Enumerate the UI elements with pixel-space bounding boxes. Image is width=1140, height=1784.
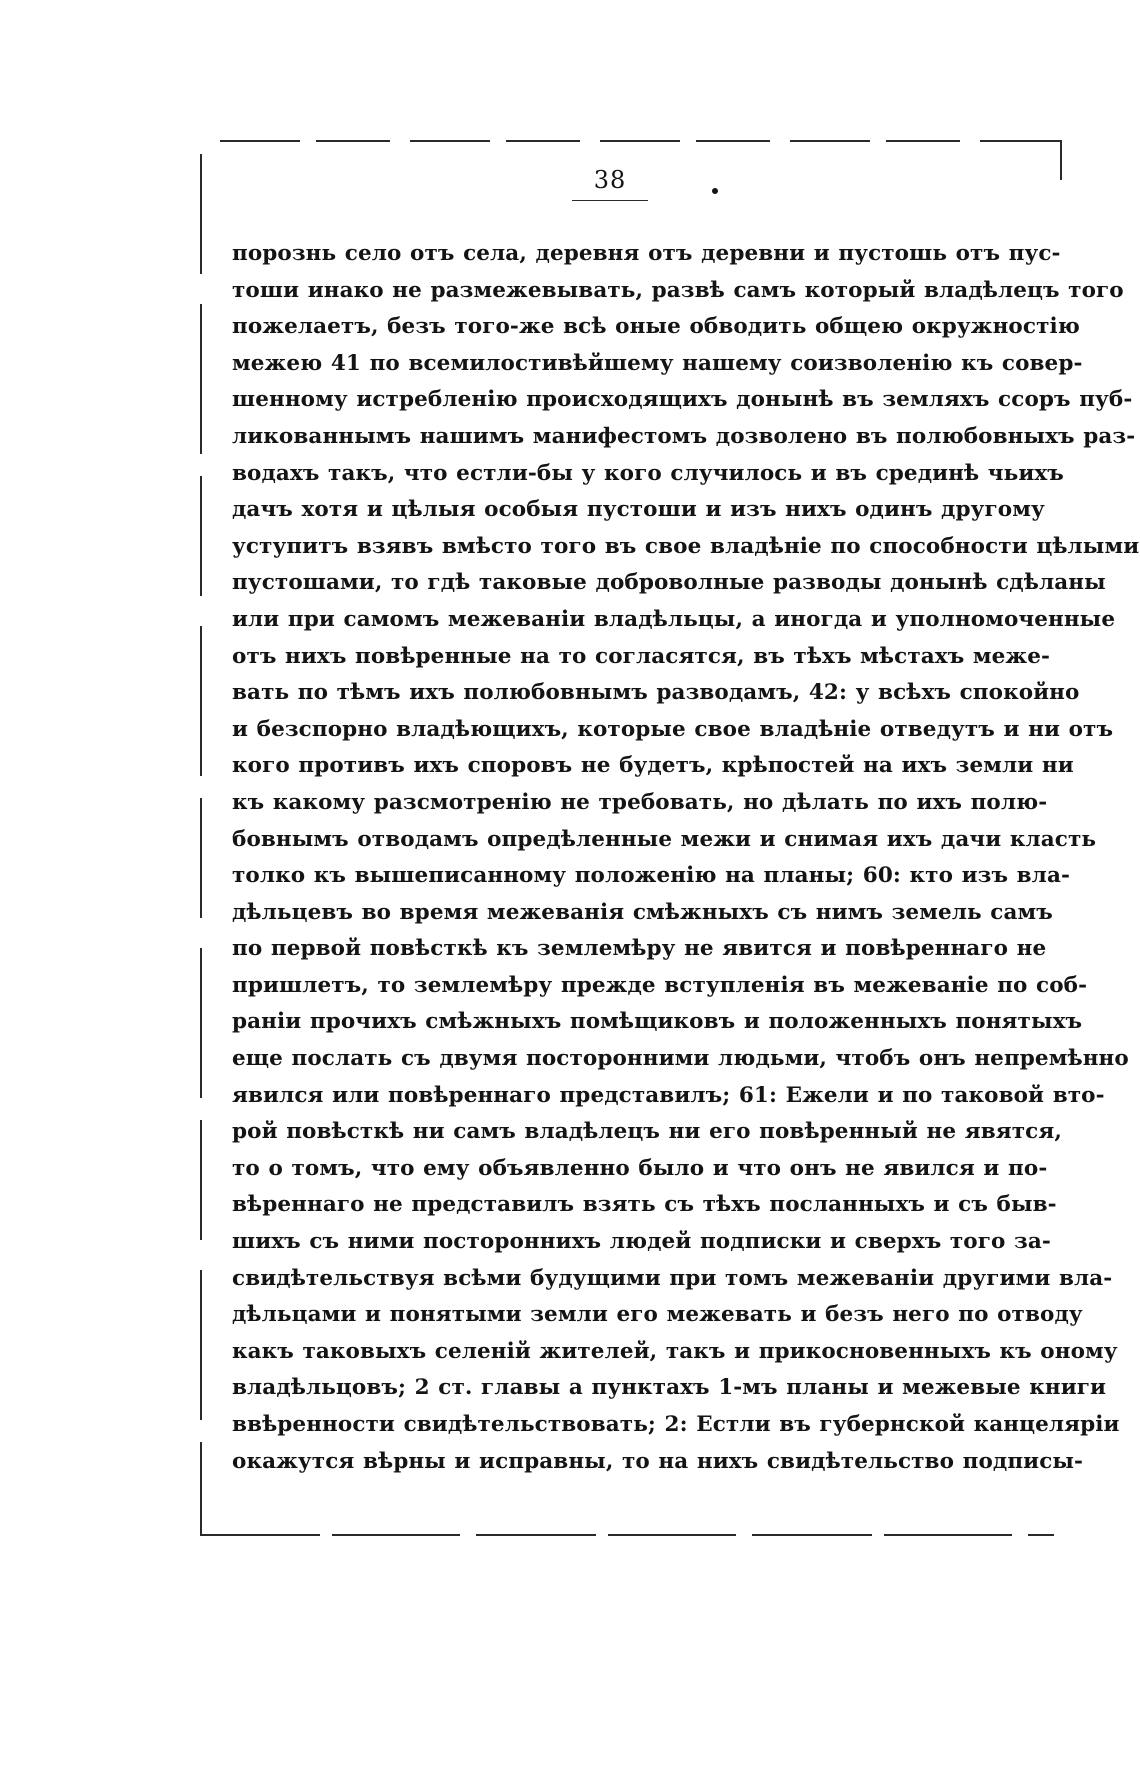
bottom-rule [200,1534,1054,1536]
text-line: явился или повѣреннаго представилъ; 61: Ежели и по таковой вто- [232,1082,1105,1108]
text-line: тоши инако не размежевывать, развѣ самъ который владѣлецъ того [232,277,1124,303]
text-line: дачъ хотя и цѣлыя особыя пустоши и изъ нихъ одинъ другому [232,497,1045,523]
text-line: вѣреннаго не представилъ взять съ тѣхъ посланныхъ и съ быв- [232,1192,1057,1218]
text-line: бовнымъ отводамъ опредѣленные межи и снимая ихъ дачи класть [232,826,1097,852]
text-line: пожелаетъ, безъ того-же всѣ оные обводить общею окружностію [232,314,1080,340]
text-line: порознь село отъ села, деревня отъ деревни и пустошь отъ пус- [232,241,1061,266]
text-line: или при самомъ межеваніи владѣльцы, а иногда и уполномоченные [232,606,1116,632]
text-line: шенному истребленію происходящихъ донынѣ въ земляхъ ссоръ пуб- [232,387,1133,413]
left-rule [200,154,202,1536]
text-line: владѣльцовъ; 2 ст. главы а пунктахъ 1-мъ планы и межевые книги [232,1375,1107,1401]
text-line: свидѣтельствуя всѣми будущими при томъ межеваніи другими вла- [232,1265,1113,1291]
page-header [200,166,1060,201]
ink-dot [712,188,718,194]
text-line: раніи прочихъ смѣжныхъ помѣщиковъ и положенныхъ понятыхъ [232,1009,1083,1035]
text-line: ввѣренности свидѣтельствовать; 2: Естли въ губернской канцеляріи [232,1412,1120,1437]
text-line: окажутся вѣрны и исправны, то на нихъ свидѣтельство подписы- [232,1448,1084,1474]
text-line: межею 41 по всемилостивѣйшему нашему соизволенію къ совер- [232,350,1083,376]
text-line: дѣльцевъ во время межеванія смѣжныхъ съ нимъ земель самъ [232,899,1053,925]
text-line: ликованнымъ нашимъ манифестомъ дозволено въ полюбовныхъ раз- [232,423,1136,449]
top-rule [220,140,1060,142]
text-line: дѣльцами и понятыми земли его межевать и безъ него по отводу [232,1302,1083,1328]
body-text [232,236,1140,1480]
text-line: толко къ вышеписанному положенію на планы; 60: кто изъ вла- [232,863,1070,889]
text-line: вать по тѣмъ ихъ полюбовнымъ разводамъ, 42: у всѣхъ спокойно [232,680,1080,706]
text-line: кого противъ ихъ споровъ не будетъ, крѣпостей на ихъ земли ни [232,753,1074,779]
text-line: то о томъ, что ему объявленно было и что онъ не явился и по- [232,1155,1048,1181]
text-line: и безспорно владѣющихъ, которые свое владѣніе отведутъ и ни отъ [232,716,1114,742]
text-line: пустошами, то гдѣ таковые доброволные разводы донынѣ сдѣланы [232,570,1106,596]
text-line: водахъ такъ, что естли-бы у кого случилось и въ срединѣ чьихъ [232,460,1064,486]
text-line: еще послать съ двумя посторонними людьми, чтобъ онъ непремѣнно [232,1046,1129,1072]
text-line: отъ нихъ повѣренные на то согласятся, въ тѣхъ мѣстахъ меже- [232,643,1051,669]
right-rule [1060,140,1062,180]
text-line: шихъ съ ними постороннихъ людей подписки и сверхъ того за- [232,1229,1051,1255]
text-line: пришлетъ, то землемѣру прежде вступленія въ межеваніе по соб- [232,972,1088,998]
text-line: какъ таковыхъ селеній жителей, такъ и прикосновенныхъ къ оному [232,1338,1118,1364]
page-number: 38 [572,166,649,201]
text-line: уступитъ взявъ вмѣсто того въ свое владѣніе по способности цѣлыми [232,533,1140,559]
text-line: по первой повѣсткѣ къ землемѣру не явится и повѣреннаго не [232,936,1047,962]
text-line: рой повѣсткѣ ни самъ владѣлецъ ни его повѣренный не явятся, [232,1119,1062,1145]
text-line: къ какому разсмотренію не требовать, но дѣлать по ихъ полю- [232,789,1048,815]
